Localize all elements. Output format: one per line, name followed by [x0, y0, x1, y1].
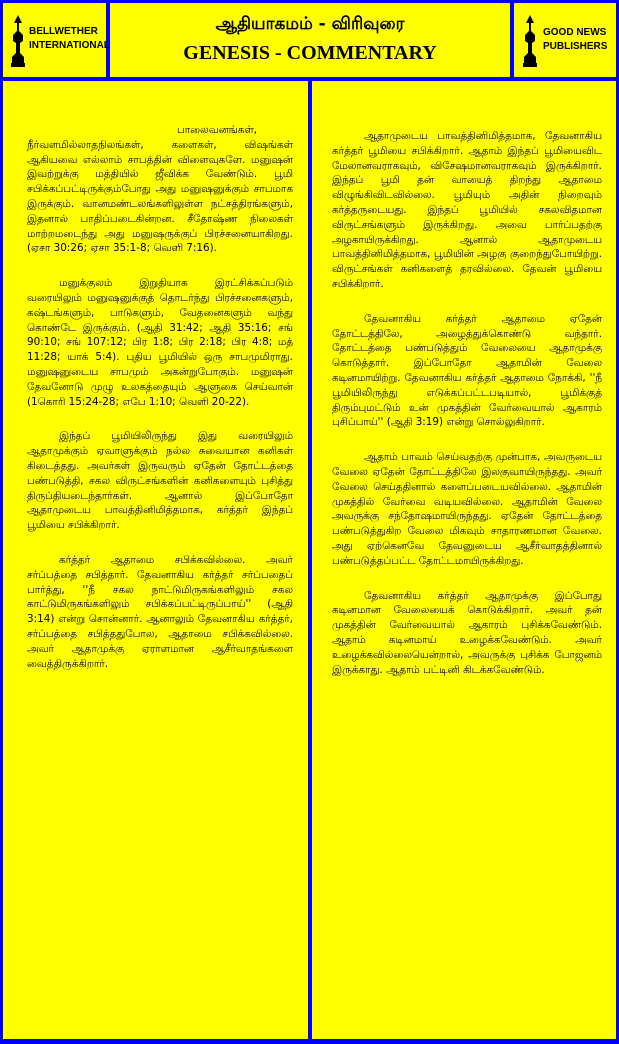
- title-box: [110, 3, 510, 77]
- good-news-logo-box: [514, 3, 616, 77]
- paragraph: தேவனாகிய கர்த்தர் ஆதாமை ஏதேன் தோட்டத்திலே, அழைத்துக்கொண்டு வந்தார். தோட்டத்தை பண்படுத்தும் வேலையை ஆதாமுக்கு கொடுத்தார். இப்போதோ ஆதாமின் வேலை கடினமாயிற்று. தேவனாகிய கர்த்தர் ஆதாமை நோக்கி, ''நீ பூமியிலிருந்து எடுக்கப்பட்டபடியால், பூமிக்குத் திரும்புமட்டும் உன் முகத்தின் வேர்வையால் ஆகாரம் புசிப்பாய்'' (ஆதி 3:19) என்று சொல்லுகிறார்.: [332, 312, 602, 429]
- paragraph: ஆதாமுடைய பாவத்தினிமித்தமாக, தேவனாகிய கர்த்தர் பூமியை சபிக்கிறார். ஆதாம் இந்தப் பூமியைவிட மேலானவராகவும், விசேஷமானவராகவும் இருக்கிறார். இந்தப் பூமி தன் வாயைத் திறந்து ஆதாமை விழுங்கிவிடவில்லை. பூமியும் அதின் நிறைவும் கர்த்தருடையது. இந்தப் பூமியில் சகலவிதமான விருட்சங்களும் இருக்கிறது. அவை பார்ப்பதற்கு அழகாயிருக்கிறது. ஆனால் ஆதாமுடைய பாவத்தினிமித்தமாக, பூமியின் அழகு குறைந்துபோயிற்று. விருட்சங்கள் கனிகளைத் தரவில்லை. தேவன் பூமியை சபிக்கிறார்.: [332, 130, 602, 290]
- lamp-icon: [9, 13, 27, 69]
- right-column: [312, 81, 616, 1039]
- lamp-icon: [520, 13, 540, 69]
- good-news-logo: [520, 13, 612, 69]
- bellwether-logo-box: [3, 3, 110, 77]
- good-news-logo-text: GOOD NEWS PUBLISHERS: [543, 27, 608, 52]
- left-column: [3, 81, 308, 1039]
- bellwether-logo: [9, 13, 110, 69]
- paragraph: இந்தப் பூமியிலிருந்து இது வரையிலும் ஆதாமுக்கும் ஏவாளுக்கும் நல்ல சுவையான கனிகள் கிடைத்தது. அவர்கள் இருவரும் ஏதேன் தோட்டத்தை பண்படுத்தி, சகல விருட்சங்களின் கனிகளையும் புசித்து திருப்தியடைந்தார்கள். ஆனால் இப்போதோ ஆதாமுடைய பாவத்தினிமித்தமாக, கர்த்தர் இந்தப் பூமியை சபிக்கிறார்.: [27, 430, 293, 532]
- paragraph: ஆதாம் பாவம் செய்வதற்கு முன்பாக, அவருடைய வேலை ஏதேன் தோட்டத்திலே இலகுவாயிருந்தது. அவர் வேலை செய்ததினால் களைப்படையவில்லை. ஆதாமின் முகத்தில் வேர்வை வடியவில்லை. ஆதாமின் வேலை அவருக்கு சந்தோஷமாயிருந்தது. ஏதேன் தோட்டத்தை பண்படுத்துகிற வேலை மிகவும் சாதாரணமான வேலை. அது ஏற்கெனவே தேவனுடைய ஆசீர்வாதத்தினால் பண்படுத்தப்பட்ட தோட்டமாயிருக்கிறது.: [332, 451, 602, 567]
- title-english: GENESIS - COMMENTARY: [183, 42, 437, 64]
- bellwether-logo-text: BELLWETHER INTERNATIONAL: [29, 26, 110, 51]
- paragraph: கர்த்தர் ஆதாமை சபிக்கவில்லை. அவர் சர்ப்பத்தை சபித்தார். தேவனாகிய கர்த்தர் சர்ப்பதைப் பார்த்து, ''நீ சகல நாட்டுமிருகங்களிலும் சகல காட்டுமிருகங்களிலும் சபிக்கப்பட்டிருப்பாய்'' (ஆதி 3:14) என்று சொன்னார். ஆனாலும் தேவனாகிய கர்த்தர், சர்ப்பத்தை சபித்ததுபோல, ஆதாமை சபிக்கவில்லை. அவர் ஆதாமுக்கு ஏராளமான ஆசீர்வாதங்களை வைத்திருக்கிறார்.: [27, 553, 293, 670]
- paragraph: தேவனாகிய கர்த்தர் ஆதாமுக்கு இப்போது கடினமான வேலையைக் கொடுக்கிறார். அவர் தன் முகத்தின் வேர்வையால் ஆகாரம் புசிக்கவேண்டும். ஆதாம் கடினமாய் உழைக்கவேண்டும். அவர் உழைக்கவில்லையென்றால், அவருக்கு புசிக்க போஜனம் இருக்காது. ஆதாம் பட்டினி கிடக்கவேண்டும்.: [332, 589, 602, 676]
- paragraph: மனுக்குலம் இறுதியாக இரட்சிக்கப்படும் வரையிலும் மனுஷனுக்குத் தொடர்ந்து பிரச்சனைகளும், கஷ்டங்களும், பாடுகளும், வேதனைகளும் வந்து கொண்டே இருக்கும். (ஆதி 31:42; ஆதி 35:16; சங் 90:10; சங் 107:12; பிர 1:8; பிர 2:18; பிர 4:8; மத் 11:28; யாக் 5:4). புதிய பூமியில் ஒரு சாபமுமிராது. மனுஷனுடைய சாபமும் அகன்றுபோகும். மனுஷன் தேவனோடு முழு உலகத்தையும் ஆளுகை செய்வான் (1கொரி 15:24-28; எபே 1:10; வெளி 20-22).: [27, 277, 293, 408]
- paragraph: பாலைவனங்கள், நீர்வளமில்லாதநிலங்கள், களைகள், விஷங்கள் ஆகியவை எல்லாம் சாபத்தின் விளைவுகளே. மனுஷன் இவற்றுக்கு மத்தியில் ஜீவிக்க வேண்டும். பூமி சபிக்கப்பட்டிருக்கும்போது அது மனுஷனுக்கும் சாபமாக இருக்கும். வானமண்டலங்களிலுள்ள நட்சத்திரங்களும், இதனால் பாதிப்படைகின்றன. சீதோஷ்ண நிலைகள் மாற்றமடைந்து அது மனுஷருக்குப் பிரச்சனையாகிறது. (ஏசா 30:26; ஏசா 35:1-8; வெளி 7:16).: [27, 124, 293, 255]
- title-tamil: ஆதியாகமம் - விரிவுரை: [215, 14, 405, 34]
